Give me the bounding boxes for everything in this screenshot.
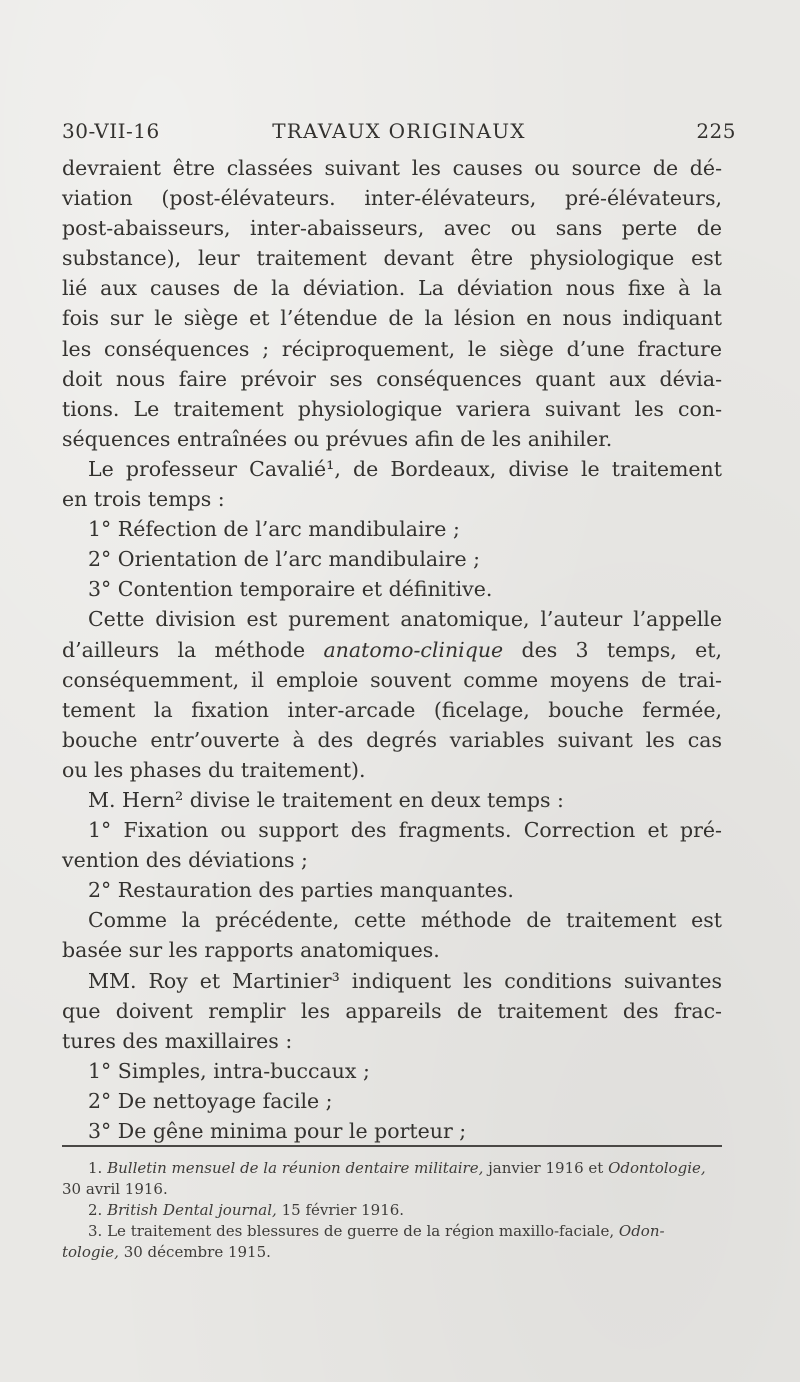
footnote-text: 30 décembre 1915.: [118, 1243, 271, 1261]
body-line: 3° Contention temporaire et définitive.: [88, 577, 493, 602]
body-line: post-abaisseurs, inter-abaisseurs, avec ou sans perte de: [62, 216, 722, 241]
body-line: 2° Restauration des parties manquantes.: [88, 878, 514, 903]
footnote-line: [62, 1242, 722, 1263]
body-line: fois sur le siège et l’étendue de la lésion en nous indiquant: [62, 306, 722, 331]
footnote-number: 3.: [88, 1222, 108, 1240]
body-line: 3° De gêne minima pour le porteur ;: [88, 1119, 467, 1143]
footnote-text: janvier 1916 et: [483, 1159, 609, 1177]
body-line: basée sur les rapports anatomiques.: [62, 938, 440, 963]
body-line: que doivent remplir les appareils de traitement des frac-: [62, 998, 722, 1023]
footnote-source: Odon-: [618, 1222, 665, 1240]
body-line: ou les phases du traitement).: [62, 757, 366, 782]
body-line: devraient être classées suivant les causes ou source de dé-: [62, 156, 722, 180]
body-line: conséquemment, il emploie souvent comme moyens de trai-: [62, 667, 722, 692]
running-head: [62, 119, 736, 145]
body-text: [62, 153, 722, 1146]
body-line: 1° Simples, intra-buccaux ;: [88, 1058, 370, 1083]
body-line: bouche entr’ouverte à des degrés variables suivant les cas: [62, 727, 722, 752]
body-line: en trois temps :: [62, 487, 225, 512]
footnote-text: 15 février 1916.: [276, 1201, 405, 1219]
body-line: doit nous faire prévoir ses conséquences quant aux dévia-: [62, 366, 722, 391]
body-line: les conséquences ; réciproquement, le siège d’une fracture: [62, 336, 722, 361]
footnote-rule: [62, 1145, 722, 1147]
body-line: tement la fixation inter-arcade (ficelage, bouche fermée,: [62, 697, 722, 722]
body-line: Comme la précédente, cette méthode de traitement est: [88, 908, 722, 933]
footnote-line: [62, 1179, 722, 1200]
footnote-text: Le traitement des blessures de guerre de la région maxillo-faciale,: [107, 1222, 619, 1240]
body-line: tures des maxillaires :: [62, 1028, 293, 1053]
footnote-source: Odontologie,: [608, 1159, 706, 1177]
footnote-source: Bulletin mensuel de la réunion dentaire militaire,: [107, 1159, 484, 1177]
body-line: 1° Fixation ou support des fragments. Correction et pré-: [88, 818, 722, 843]
body-line: séquences entraînées ou prévues afin de les anihiler.: [62, 426, 613, 451]
footnote-line: [62, 1158, 722, 1179]
page-number: 225: [696, 119, 736, 143]
section-title: TRAVAUX ORIGINAUX: [272, 119, 526, 143]
body-line: viation (post-élévateurs. inter-élévateurs, pré-élévateurs,: [62, 186, 722, 211]
body-line: lié aux causes de la déviation. La déviation nous fixe à la: [62, 276, 722, 301]
body-line: tions. Le traitement physiologique variera suivant les con-: [62, 396, 722, 421]
body-line: M. Hern² divise le traitement en deux temps :: [88, 787, 564, 812]
footnote-text: 30 avril 1916.: [62, 1180, 168, 1198]
footnote-number: 2.: [88, 1201, 108, 1219]
footnotes: [62, 1158, 722, 1263]
footnote-source: tologie,: [62, 1243, 119, 1261]
body-line: 2° Orientation de l’arc mandibulaire ;: [88, 547, 481, 572]
issue-date: 30-VII-16: [62, 119, 160, 143]
footnote-line: [62, 1200, 722, 1221]
body-line: MM. Roy et Martinier³ indiquent les conditions suivantes: [88, 968, 722, 993]
body-line: 1° Réfection de l’arc mandibulaire ;: [88, 517, 460, 542]
footnote-source: British Dental journal,: [107, 1201, 277, 1219]
body-line: Cette division est purement anatomique, l’auteur l’appelle: [88, 607, 722, 632]
body-line: d’ailleurs la méthode anatomo-clinique des 3 temps, et,: [62, 637, 722, 662]
footnote-number: 1.: [88, 1159, 108, 1177]
body-line: vention des déviations ;: [62, 848, 308, 873]
footnote-line: [62, 1221, 722, 1242]
body-line: Le professeur Cavalié¹, de Bordeaux, divise le traitement: [88, 456, 722, 481]
body-line: substance), leur traitement devant être physiologique est: [62, 246, 722, 271]
body-line: 2° De nettoyage facile ;: [88, 1088, 333, 1113]
